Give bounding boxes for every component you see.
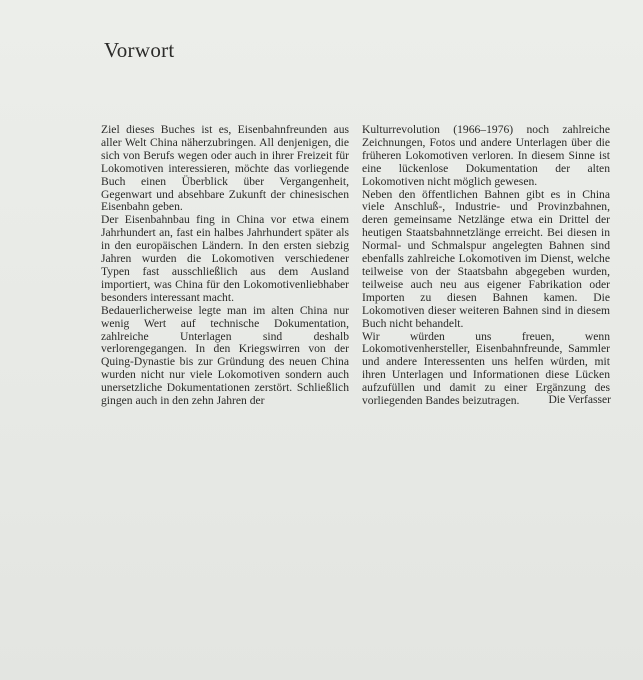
paragraph: Bedauerlicherweise legte man im alten China nur wenig Wert auf technische Dokumentation, zahlreiche Unterlagen sind deshalb verlorengegangen. In den Kriegswirren von der Quing-Dynastie bis zur Gründung des neuen China wurden nicht nur viele Lokomotiven sondern auch unersetzliche Dokumentationen zerstört. Schließlich gingen auch in den zehn Jahren der bbox=[101, 303, 349, 408]
text-column-left bbox=[101, 124, 349, 408]
text-column-right bbox=[362, 124, 610, 408]
paragraph: Der Eisenbahnbau fing in China vor etwa einem Jahrhundert an, fast ein halbes Jahrhundert später als in den europäischen Ländern. In den ersten siebzig Jahren wurden die Lokomotiven verschiedener Typen fast ausschließlich aus dem Ausland importiert, was China für den Lokomotivenliebhaber besonders interessant macht. bbox=[101, 213, 349, 304]
paragraph: Ziel dieses Buches ist es, Eisenbahnfreunden aus aller Welt China näherzubringen. All denjenigen, die sich von Berufs wegen oder auch in ihrer Freizeit für Lokomotiven interessieren, möchte das vorliegende Buch einen Überblick über Vergangenheit, Gegenwart und absehbare Zukunft der chinesischen Eisenbahn geben. bbox=[101, 123, 349, 214]
paragraph: Kulturrevolution (1966–1976) noch zahlreiche Zeichnungen, Fotos und andere Unterlagen über die früheren Lokomotiven verloren. In diesem Sinne ist eine lückenlose Dokumentation der alten Lokomotiven nicht möglich gewesen. bbox=[362, 123, 610, 188]
signature: Die Verfasser bbox=[548, 393, 611, 406]
paragraph: Neben den öffentlichen Bahnen gibt es in China viele Anschluß-, Industrie- und Provinzbahnen, deren gemeinsame Netzlänge etwa ein Drittel der heutigen Staatsbahnnetzlänge erreicht. Bei diesen in Normal- und Schmalspur angelegten Bahnen sind ebenfalls zahlreiche Lokomotiven im Dienst, welche teilweise von der Staatsbahn abgegeben wurden, teilweise auch neu aus eigener Fabrikation oder Importen zu diesen Bahnen kamen. Die Lokomotiven dieser weiteren Bahnen sind in diesem Buch nicht behandelt. bbox=[362, 187, 610, 330]
page-title: Vorwort bbox=[104, 38, 175, 62]
paragraph: Wir würden uns freuen, wenn Lokomotivenhersteller, Eisenbahnfreunde, Sammler und andere Interessenten uns helfen würden, mit ihren Unterlagen und Informationen diese Lücken aufzufüllen und damit zu einer Ergänzung des vorliegenden Bandes beizutragen. bbox=[362, 329, 610, 408]
